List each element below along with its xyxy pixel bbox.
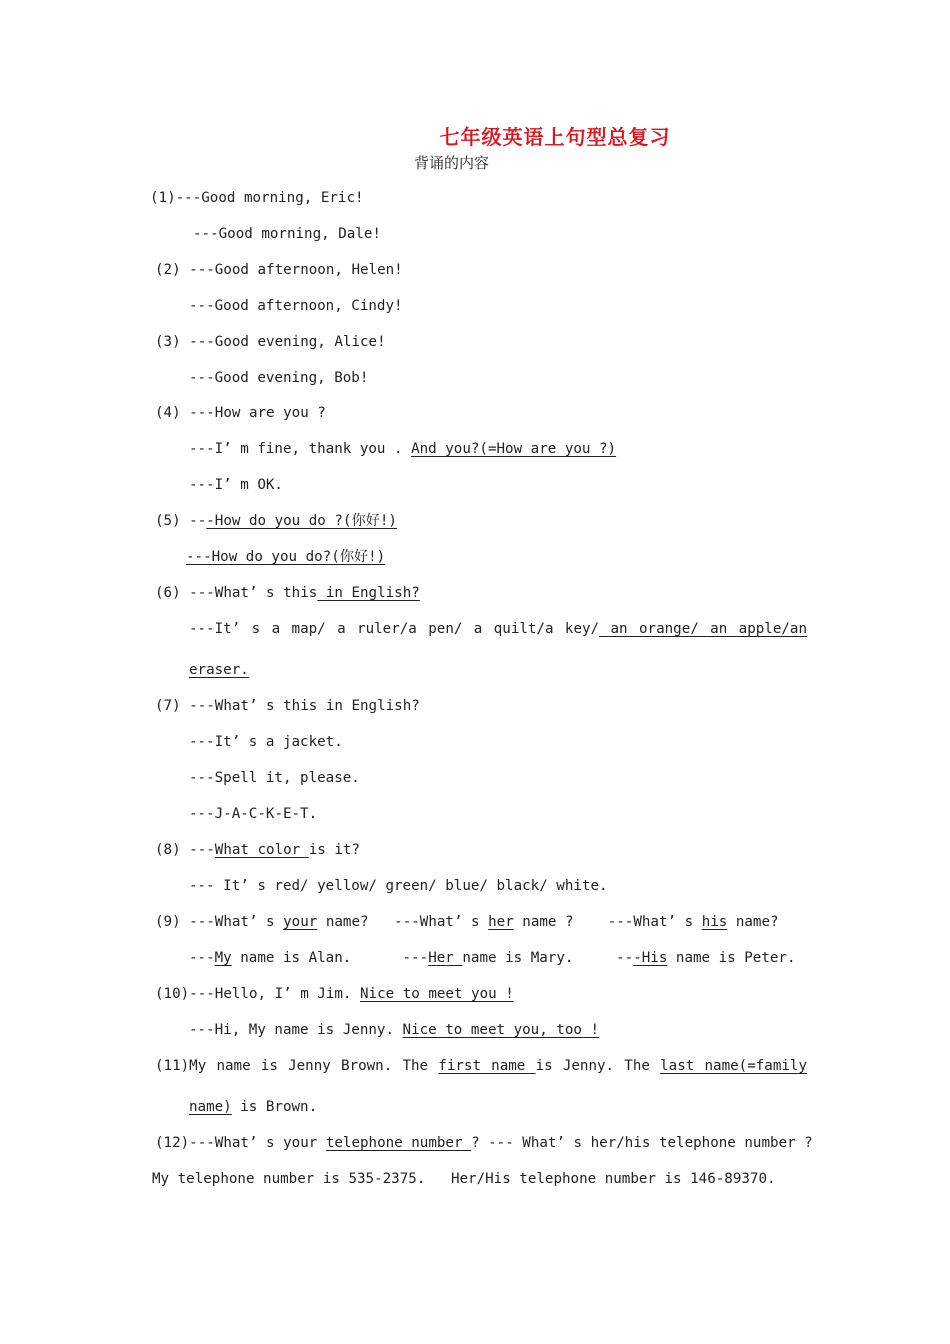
sentence-line: [189, 768, 360, 788]
sentence-line: [155, 511, 397, 531]
sentence-text: ---Spell it, please.: [189, 770, 360, 786]
sentence-text: ---: [189, 950, 215, 966]
sentence-text: ---Good morning, Dale!: [193, 226, 381, 242]
sentence-line: [189, 296, 403, 316]
underlined-phrase: What color: [214, 842, 309, 858]
sentence-line: [155, 1056, 807, 1076]
sentence-line: [152, 1169, 776, 1189]
sentence-line: [155, 260, 403, 280]
sentence-line: [150, 188, 364, 208]
sentence-text: ---It’ s a jacket.: [189, 734, 343, 750]
sentence-text: (8) ---: [155, 842, 215, 858]
sentence-line: [189, 876, 608, 896]
underlined-phrase: in English?: [317, 585, 420, 601]
sentence-text: (2) ---Good afternoon, Helen!: [155, 262, 403, 278]
sentence-line: [186, 547, 385, 567]
sentence-text: (11)My name is Jenny Brown. The: [155, 1058, 439, 1074]
underlined-phrase: last name(=family: [660, 1058, 807, 1074]
sentence-line: [155, 583, 420, 603]
underlined-phrase: her: [488, 914, 514, 930]
sentence-line: [189, 804, 317, 824]
sentence-line: [189, 948, 796, 968]
sentence-line: [193, 224, 381, 244]
sentence-text: ---I’ m fine, thank you .: [189, 441, 412, 457]
underlined-phrase: My: [214, 950, 232, 966]
sentence-text: My telephone number is 535-2375. Her/His telephone number is 146-89370.: [152, 1171, 776, 1187]
sentence-text: (10)---Hello, I’ m Jim.: [155, 986, 360, 1002]
sentence-line: [189, 439, 616, 459]
sentence-line: [155, 840, 360, 860]
underlined-phrase: his: [701, 914, 728, 930]
sentence-text: (5) --: [155, 513, 207, 529]
underlined-phrase: telephone number: [325, 1135, 472, 1151]
sentence-text: is it?: [308, 842, 361, 858]
sentence-text: (6) ---What’ s this: [155, 585, 318, 601]
sentence-text: (4) ---How are you ?: [155, 405, 326, 421]
underlined-phrase: name): [189, 1099, 232, 1115]
sentence-text: (9) ---What’ s: [155, 914, 284, 930]
page-subtitle: 背诵的内容: [414, 154, 490, 172]
sentence-line: [155, 984, 514, 1004]
sentence-text: ? --- What’ s her/his telephone number ?: [471, 1135, 813, 1151]
sentence-line: [189, 368, 368, 388]
sentence-text: --- It’ s red/ yellow/ green/ blue/ black/ white.: [189, 878, 608, 894]
sentence-text: (1)---Good morning, Eric!: [150, 190, 364, 206]
sentence-text: name? ---What’ s: [317, 914, 489, 930]
underlined-phrase: Nice to meet you !: [360, 986, 514, 1002]
sentence-line: [189, 660, 249, 680]
sentence-line: [155, 696, 420, 716]
sentence-line: [189, 732, 343, 752]
underlined-phrase: Her: [428, 950, 463, 966]
sentence-text: (12)---What’ s your: [155, 1135, 326, 1151]
underlined-phrase: your: [283, 914, 318, 930]
sentence-line: [155, 332, 386, 352]
sentence-text: name is Mary. --: [462, 950, 634, 966]
sentence-text: ---J-A-C-K-E-T.: [189, 806, 318, 822]
sentence-text: name is Alan. ---: [231, 950, 429, 966]
underlined-phrase: eraser.: [189, 662, 249, 678]
sentence-line: [155, 912, 779, 932]
page-title: 七年级英语上句型总复习: [439, 125, 671, 149]
sentence-text: name ? ---What’ s: [513, 914, 702, 930]
underlined-phrase: an orange/ an apple/an: [599, 621, 807, 637]
sentence-text: name is Peter.: [667, 950, 796, 966]
sentence-text: ---Good evening, Bob!: [189, 370, 369, 386]
underlined-phrase: And you?(=How are you ?): [411, 441, 617, 457]
sentence-text: (7) ---What’ s this in English?: [155, 698, 420, 714]
sentence-line: [155, 403, 326, 423]
sentence-text: (3) ---Good evening, Alice!: [155, 334, 386, 350]
sentence-line: [155, 1133, 813, 1153]
sentence-text: is Brown.: [231, 1099, 318, 1115]
sentence-line: [189, 475, 283, 495]
underlined-phrase: -How do you do ?(你好!): [206, 513, 397, 529]
sentence-text: name?: [727, 914, 779, 930]
sentence-text: is Jenny. The: [535, 1058, 661, 1074]
sentence-text: ---I’ m OK.: [189, 477, 283, 493]
underlined-phrase: -His: [633, 950, 668, 966]
underlined-phrase: Nice to meet you, too !: [402, 1022, 600, 1038]
sentence-text: ---Hi, My name is Jenny.: [189, 1022, 403, 1038]
sentence-line: [189, 1020, 599, 1040]
sentence-text: ---It’ s a map/ a ruler/a pen/ a quilt/a key/: [189, 621, 600, 637]
sentence-text: ---Good afternoon, Cindy!: [189, 298, 403, 314]
underlined-phrase: first name: [438, 1058, 536, 1074]
sentence-line: [189, 619, 807, 639]
underlined-phrase: ---How do you do?(你好!): [186, 549, 386, 565]
sentence-line: [189, 1097, 317, 1117]
